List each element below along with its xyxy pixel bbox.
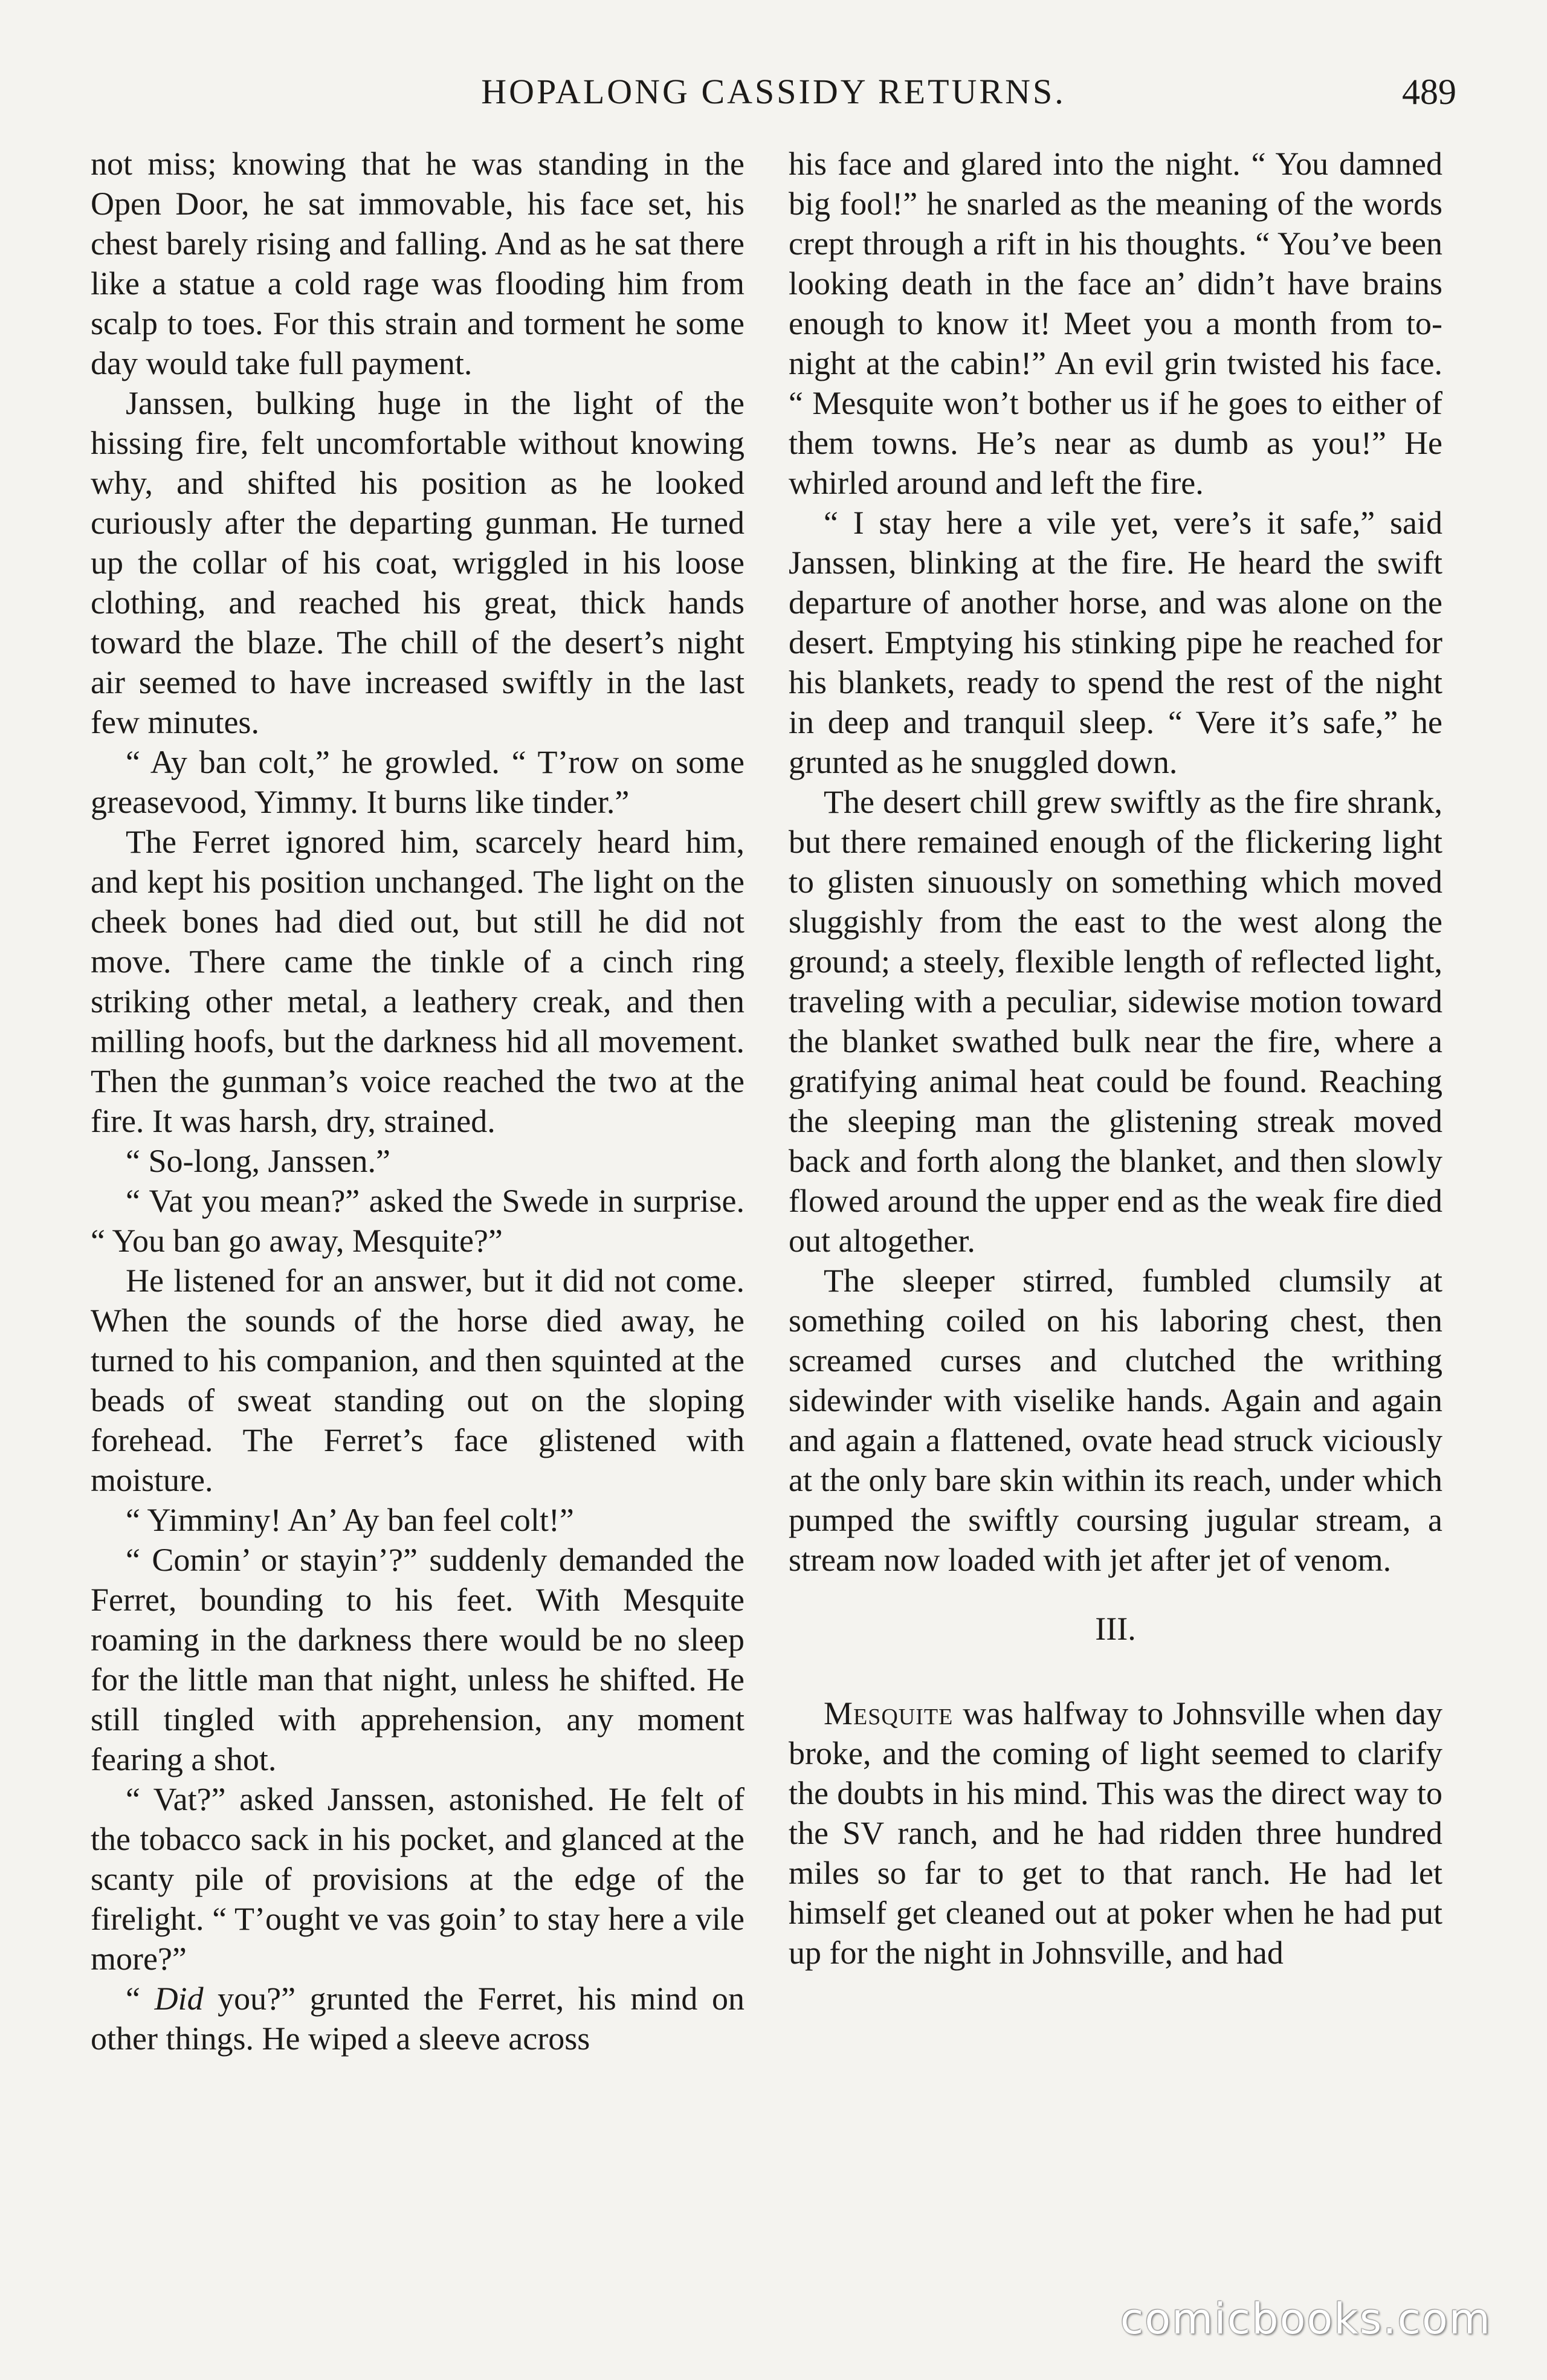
paragraph: his face and glared into the night. “ You damned big fool!” he snarled as the meaning of the words crept through a rift in his thoughts. “ You’ve been looking death in the face an’ didn’t have brains enough to know it! Meet you a month from to-night at the cabin!” An evil grin twisted his face. “ Mesquite won’t bother us if he goes to either of them towns. He’s near as dumb as you!” He whirled around and left the fire. <box>789 146 1442 501</box>
left-column <box>91 144 744 2058</box>
italic-word: Did <box>154 1981 204 2017</box>
paragraph-text: you?” grunted the Ferret, his mind on other things. He wiped a sleeve across <box>91 1981 744 2057</box>
page-header <box>91 68 1456 122</box>
section-heading: III. <box>1095 1611 1136 1647</box>
watermark: comicbooks.com <box>1120 2294 1491 2344</box>
open-quote: “ <box>126 1981 155 2017</box>
right-column <box>789 144 1442 1973</box>
paragraph <box>789 1693 1442 1973</box>
paragraph-text: was halfway to Johnsville when day broke, and the coming of light seemed to clarify the doubts in his mind. This was the direct way to the SV ranch, and he had ridden three hundred miles so far to get to that ranch. He had let himself get cleaned out at poker when he had put up for the night in Johnsville, and had <box>789 1695 1442 1971</box>
paragraph: Janssen, bulking huge in the light of the hissing fire, felt uncomfortable without knowing why, and shifted his position as he looked curiously after the departing gunman. He turned up the collar of his coat, wriggled in his loose clothing, and reached his great, thick hands toward the blaze. The chill of the desert’s night air seemed to have increased swiftly in the last few minutes. <box>91 385 744 740</box>
paragraph: “ Comin’ or stayin’?” suddenly demanded the Ferret, bounding to his feet. With Mesquite roaming in the darkness there would be no sleep for the little man that night, unless he shifted. He still tingled with apprehension, any moment fearing a shot. <box>91 1542 744 1777</box>
paragraph: He listened for an answer, but it did not come. When the sounds of the horse died away, he turned to his companion, and then squinted at the beads of sweat standing out on the sloping forehead. The Ferret’s face glistened with moisture. <box>91 1263 744 1498</box>
paragraph: The desert chill grew swiftly as the fire shrank, but there remained enough of the flickering light to glisten sinuously on something which moved sluggishly from the east to the west along the ground; a steely, flexible length of reflected light, traveling with a peculiar, sidewise motion toward the blanket swathed bulk near the fire, where a gratifying animal heat could be found. Reaching the sleeping man the glistening streak moved back and forth along the blanket, and then slowly flowed around the upper end as the weak fire died out altogether. <box>789 784 1442 1259</box>
paragraph: The sleeper stirred, fumbled clumsily at something coiled on his laboring chest, then screamed curses and clutched the writhing sidewinder with viselike hands. Again and again and again a flattened, ovate head struck viciously at the only bare skin within its reach, under which pumped the swiftly coursing jugular stream, a stream now loaded with jet after jet of venom. <box>789 1263 1442 1578</box>
lead-word: Mesquite <box>824 1695 954 1732</box>
paragraph: “ So-long, Janssen.” <box>126 1143 390 1179</box>
paragraph <box>91 1979 744 2058</box>
paragraph: “ I stay here a vile yet, vere’s it safe,” said Janssen, blinking at the fire. He heard the swift departure of another horse, and was alone on the desert. Emptying his stinking pipe he reached for his blankets, ready to spend the rest of the night in deep and tranquil sleep. “ Vere it’s safe,” he grunted as he snuggled down. <box>789 505 1442 780</box>
paragraph: “ Vat?” asked Janssen, astonished. He felt of the tobacco sack in his pocket, and glanced at the scanty pile of provisions at the edge of the firelight. “ T’ought ve vas goin’ to stay here a vile more?” <box>91 1781 744 1977</box>
paragraph: “ Ay ban colt,” he growled. “ T’row on some greasevood, Yimmy. It burns like tinder.” <box>91 744 744 820</box>
paragraph: The Ferret ignored him, scarcely heard him, and kept his position unchanged. The light on the cheek bones had died out, but still he did not move. There came the tinkle of a cinch ring striking other metal, a leathery creak, and then milling hoofs, but the darkness hid all movement. Then the gunman’s voice reached the two at the fire. It was harsh, dry, strained. <box>91 824 744 1139</box>
paragraph: not miss; knowing that he was standing in the Open Door, he sat immovable, his face set, his chest barely rising and falling. And as he sat there like a statue a cold rage was flooding him from scalp to toes. For this strain and torment he some day would take full payment. <box>91 146 744 381</box>
paragraph: “ Yimminy! An’ Ay ban feel colt!” <box>126 1502 574 1538</box>
page-number: 489 <box>1402 72 1456 112</box>
running-title: HOPALONG CASSIDY RETURNS. <box>481 72 1066 111</box>
paragraph: “ Vat you mean?” asked the Swede in surprise. “ You ban go away, Mesquite?” <box>91 1183 744 1259</box>
